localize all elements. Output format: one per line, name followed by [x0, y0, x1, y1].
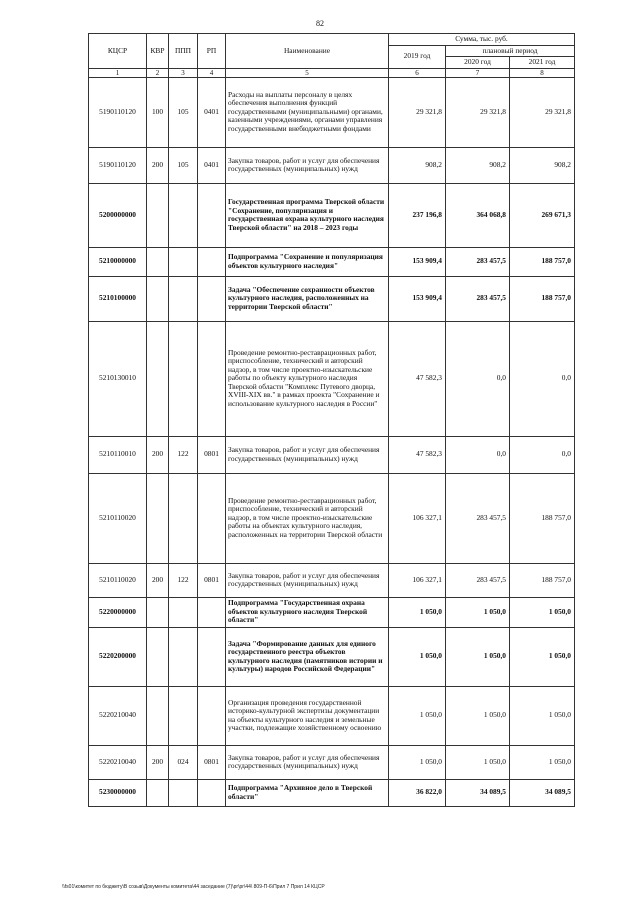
ppp-cell: 105 [169, 147, 198, 183]
name-cell: Закупка товаров, работ и услуг для обеспечения государственных (муниципальных) нужд [226, 745, 389, 779]
amount-2021-cell: 1 050,0 [510, 686, 575, 745]
amount-2020-cell: 34 089,5 [446, 779, 510, 806]
amount-2020-cell: 0,0 [446, 321, 510, 436]
amount-2021-cell: 908,2 [510, 147, 575, 183]
header-planned-period: плановый период [446, 45, 575, 57]
page-number: 82 [316, 19, 324, 28]
table-row [89, 77, 575, 147]
amount-2021-cell: 188 757,0 [510, 473, 575, 563]
ppp-cell [169, 779, 198, 806]
table-row [89, 563, 575, 597]
header-name: Наименование [226, 34, 389, 69]
kvr-cell [147, 276, 169, 321]
amount-2020-cell: 29 321,8 [446, 77, 510, 147]
kvr-cell [147, 779, 169, 806]
table-body [89, 77, 575, 806]
amount-2021-cell: 0,0 [510, 321, 575, 436]
table-row [89, 745, 575, 779]
ppp-cell [169, 473, 198, 563]
rp-cell [198, 247, 226, 276]
amount-2021-cell: 1 050,0 [510, 745, 575, 779]
rp-cell [198, 183, 226, 247]
kcsr-cell: 5210110010 [89, 436, 147, 473]
amount-2019-cell: 1 050,0 [389, 627, 446, 686]
amount-2020-cell: 1 050,0 [446, 627, 510, 686]
rp-cell: 0801 [198, 436, 226, 473]
kcsr-cell: 5210110020 [89, 563, 147, 597]
kcsr-cell: 5190110120 [89, 77, 147, 147]
header-year-2021: 2021 год [510, 57, 575, 69]
ppp-cell [169, 183, 198, 247]
amount-2021-cell: 1 050,0 [510, 627, 575, 686]
header-kvr: КВР [147, 34, 169, 69]
amount-2020-cell: 364 068,8 [446, 183, 510, 247]
amount-2020-cell: 283 457,5 [446, 473, 510, 563]
amount-2019-cell: 153 909,4 [389, 276, 446, 321]
header-rp: РП [198, 34, 226, 69]
amount-2021-cell: 0,0 [510, 436, 575, 473]
rp-cell [198, 321, 226, 436]
table-row [89, 183, 575, 247]
rp-cell [198, 276, 226, 321]
kcsr-cell: 5200000000 [89, 183, 147, 247]
budget-table [88, 33, 575, 807]
name-cell: Подпрограмма "Государственная охрана объектов культурного наследия Тверской области" [226, 597, 389, 627]
amount-2020-cell: 1 050,0 [446, 686, 510, 745]
kvr-cell [147, 247, 169, 276]
table-row [89, 276, 575, 321]
name-cell: Закупка товаров, работ и услуг для обеспечения государственных (муниципальных) нужд [226, 436, 389, 473]
name-cell: Закупка товаров, работ и услуг для обеспечения государственных (муниципальных) нужд [226, 563, 389, 597]
rp-cell [198, 473, 226, 563]
ppp-cell: 024 [169, 745, 198, 779]
kvr-cell: 200 [147, 745, 169, 779]
kcsr-cell: 5220210040 [89, 745, 147, 779]
kcsr-cell: 5210110020 [89, 473, 147, 563]
kvr-cell: 200 [147, 436, 169, 473]
kcsr-cell: 5210130010 [89, 321, 147, 436]
table-row [89, 436, 575, 473]
amount-2021-cell: 188 757,0 [510, 563, 575, 597]
rp-cell: 0801 [198, 563, 226, 597]
amount-2019-cell: 153 909,4 [389, 247, 446, 276]
header-ppp: ППП [169, 34, 198, 69]
column-index: 8 [510, 68, 575, 77]
rp-cell [198, 597, 226, 627]
kvr-cell [147, 597, 169, 627]
amount-2019-cell: 106 327,1 [389, 563, 446, 597]
ppp-cell [169, 686, 198, 745]
kvr-cell [147, 183, 169, 247]
header-kcsr: КЦСР [89, 34, 147, 69]
kcsr-cell: 5210000000 [89, 247, 147, 276]
ppp-cell: 122 [169, 563, 198, 597]
column-index: 4 [198, 68, 226, 77]
amount-2020-cell: 908,2 [446, 147, 510, 183]
kvr-cell [147, 627, 169, 686]
ppp-cell [169, 276, 198, 321]
amount-2020-cell: 1 050,0 [446, 597, 510, 627]
column-index: 3 [169, 68, 198, 77]
rp-cell [198, 627, 226, 686]
name-cell: Расходы на выплаты персоналу в целях обеспечения выполнения функций государственными (муниципальными) органами, казенными учреждениями, органами управления государственными внебюджетными фондами [226, 77, 389, 147]
kcsr-cell: 5220210040 [89, 686, 147, 745]
table-row [89, 779, 575, 806]
kcsr-cell: 5220000000 [89, 597, 147, 627]
amount-2019-cell: 106 327,1 [389, 473, 446, 563]
header-sum: Сумма, тыс. руб. [389, 34, 575, 46]
rp-cell [198, 779, 226, 806]
amount-2020-cell: 1 050,0 [446, 745, 510, 779]
amount-2019-cell: 237 196,8 [389, 183, 446, 247]
amount-2021-cell: 1 050,0 [510, 597, 575, 627]
table-row [89, 627, 575, 686]
amount-2019-cell: 1 050,0 [389, 597, 446, 627]
header-year-2019: 2019 год [389, 45, 446, 68]
kcsr-cell: 5210100000 [89, 276, 147, 321]
kvr-cell [147, 321, 169, 436]
amount-2019-cell: 1 050,0 [389, 686, 446, 745]
table-row [89, 321, 575, 436]
name-cell: Подпрограмма "Архивное дело в Тверской области" [226, 779, 389, 806]
amount-2020-cell: 283 457,5 [446, 276, 510, 321]
amount-2020-cell: 283 457,5 [446, 247, 510, 276]
name-cell: Закупка товаров, работ и услуг для обеспечения государственных (муниципальных) нужд [226, 147, 389, 183]
ppp-cell: 105 [169, 77, 198, 147]
amount-2021-cell: 269 671,3 [510, 183, 575, 247]
amount-2021-cell: 188 757,0 [510, 247, 575, 276]
rp-cell: 0401 [198, 77, 226, 147]
kvr-cell: 200 [147, 147, 169, 183]
column-index: 7 [446, 68, 510, 77]
kcsr-cell: 5220200000 [89, 627, 147, 686]
column-index: 5 [226, 68, 389, 77]
table-row [89, 247, 575, 276]
table-row [89, 473, 575, 563]
amount-2019-cell: 47 582,3 [389, 436, 446, 473]
column-index: 6 [389, 68, 446, 77]
name-cell: Организация проведения государственной историко-культурной экспертизы документации на объекты культурного наследия и земельные участки, подлежащие хозяйственному освоению [226, 686, 389, 745]
amount-2019-cell: 36 822,0 [389, 779, 446, 806]
kvr-cell [147, 473, 169, 563]
amount-2021-cell: 29 321,8 [510, 77, 575, 147]
table-row [89, 597, 575, 627]
ppp-cell: 122 [169, 436, 198, 473]
header-year-2020: 2020 год [446, 57, 510, 69]
amount-2021-cell: 34 089,5 [510, 779, 575, 806]
name-cell: Проведение ремонтно-реставрационных работ, приспособление, технический и авторский надзор, в том числе проектно-изыскательские работы по объекту культурного наследия Тверской области "Комплекс Путевого дворца, XVIII-XIX вв." в рамках проекта "Сохранение и использование культурного наследия в России" [226, 321, 389, 436]
ppp-cell [169, 597, 198, 627]
ppp-cell [169, 247, 198, 276]
ppp-cell [169, 321, 198, 436]
column-index: 1 [89, 68, 147, 77]
ppp-cell [169, 627, 198, 686]
kvr-cell: 100 [147, 77, 169, 147]
name-cell: Проведение ремонтно-реставрационных работ, приспособление, технический и авторский надзор, в том числе проектно-изыскательские работы на объектах культурного наследия, расположенных на территории Тверской области [226, 473, 389, 563]
rp-cell [198, 686, 226, 745]
file-path-footer: \\fs01\комитет по бюджету\В созыв\Документы комитета\44 заседание (7)\pr\pr\44\ 809-П-6\Прил 7 Прил 14 КЦСР [62, 884, 325, 890]
column-index: 2 [147, 68, 169, 77]
kcsr-cell: 5230000000 [89, 779, 147, 806]
name-cell: Задача "Обеспечение сохранности объектов культурного наследия, расположенных на территории Тверской области" [226, 276, 389, 321]
kvr-cell: 200 [147, 563, 169, 597]
name-cell: Подпрограмма "Сохранение и популяризация объектов культурного наследия" [226, 247, 389, 276]
table-row [89, 147, 575, 183]
rp-cell: 0801 [198, 745, 226, 779]
table-row [89, 686, 575, 745]
amount-2019-cell: 908,2 [389, 147, 446, 183]
amount-2019-cell: 1 050,0 [389, 745, 446, 779]
name-cell: Государственная программа Тверской области "Сохранение, популяризация и государственная охрана культурного наследия Тверской области" на 2018 – 2023 годы [226, 183, 389, 247]
amount-2019-cell: 47 582,3 [389, 321, 446, 436]
amount-2020-cell: 283 457,5 [446, 563, 510, 597]
kcsr-cell: 5190110120 [89, 147, 147, 183]
amount-2019-cell: 29 321,8 [389, 77, 446, 147]
name-cell: Задача "Формирование данных для единого государственного реестра объектов культурного наследия (памятников истории и культуры) народов Российской Федерации" [226, 627, 389, 686]
kvr-cell [147, 686, 169, 745]
amount-2020-cell: 0,0 [446, 436, 510, 473]
rp-cell: 0401 [198, 147, 226, 183]
amount-2021-cell: 188 757,0 [510, 276, 575, 321]
